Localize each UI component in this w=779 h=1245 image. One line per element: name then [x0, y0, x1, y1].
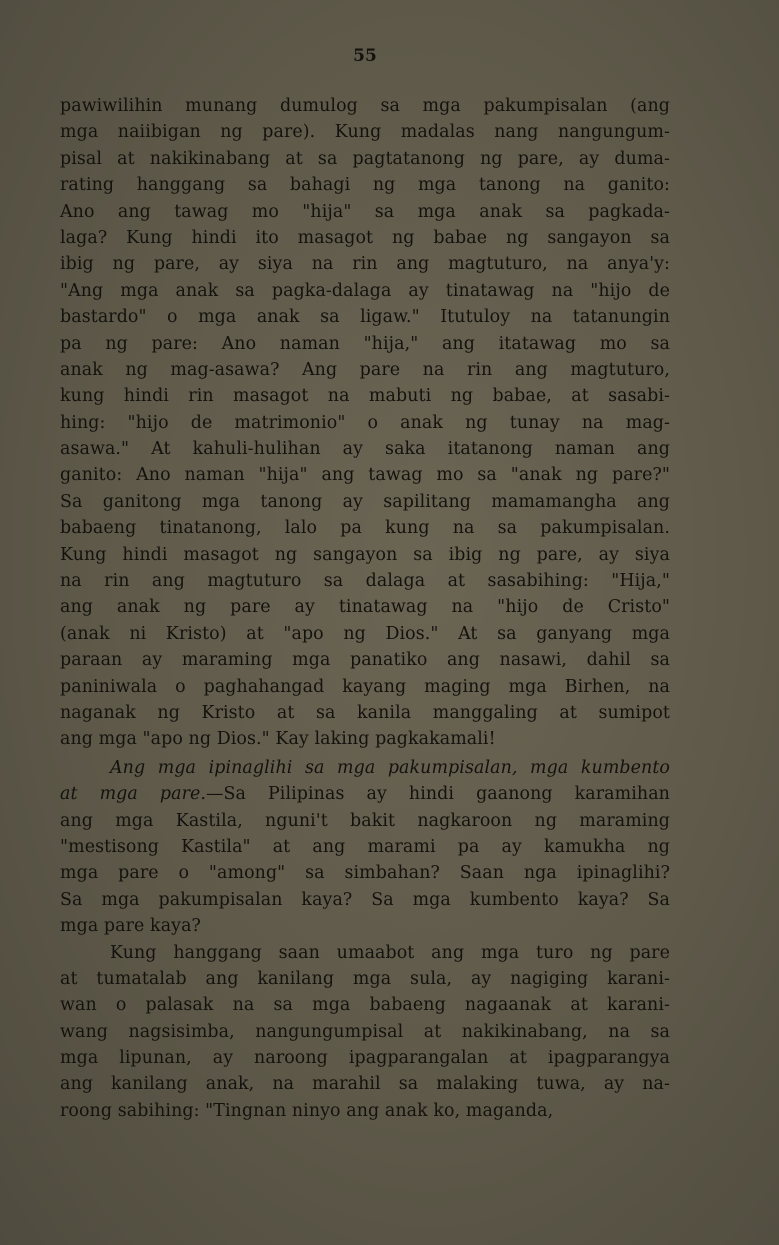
paragraph-italic-heading: [60, 755, 670, 940]
text-line: Kung hanggang saan umaabot ang mga turo ng pare: [110, 942, 670, 963]
text-line: mga naiibigan ng pare). Kung madalas nang nangungum-: [60, 122, 670, 143]
text-line: Sa ganitong mga tanong ay sapilitang mamamangha ang: [60, 491, 670, 512]
text-line: (anak ni Kristo) at "apo ng Dios." At sa ganyang mga: [60, 623, 670, 644]
text-line: ganito: Ano naman "hija" ang tawag mo sa "anak ng pare?": [60, 465, 670, 486]
text-line: ang mga "apo ng Dios." Kay laking pagkakamali!: [60, 729, 496, 750]
text-line: pawiwilihin munang dumulog sa mga pakumpisalan (ang: [60, 96, 670, 116]
text-line: babaeng tinatanong, lalo pa kung na sa pakumpisalan.: [60, 518, 670, 539]
text-line: pisal at nakikinabang at sa pagtatanong ng pare, ay duma-: [60, 148, 670, 169]
page-body: [60, 93, 670, 1124]
page-number: 55: [353, 46, 377, 66]
text-line: roong sabihing: "Tingnan ninyo ang anak ko, maganda,: [60, 1100, 554, 1121]
text-line: hing: "hijo de matrimonio" o anak ng tunay na mag-: [60, 412, 670, 433]
text-line: ang kanilang anak, na marahil sa malaking tuwa, ay na-: [60, 1074, 670, 1095]
text-line: "mestisong Kastila" at ang marami pa ay kamukha ng: [60, 836, 670, 857]
text-line: rating hanggang sa bahagi ng mga tanong na ganito:: [60, 175, 670, 196]
text-line: bastardo" o mga anak sa ligaw." Itutuloy na tatanungin: [60, 307, 670, 328]
text-line: Sa mga pakumpisalan kaya? Sa mga kumbento kaya? Sa: [60, 889, 670, 910]
text-line: paraan ay maraming mga panatiko ang nasawi, dahil sa: [60, 650, 670, 671]
text-line: asawa." At kahuli-hulihan ay saka itatanong naman ang: [60, 439, 670, 460]
paragraph: [60, 93, 670, 753]
text-line: naganak ng Kristo at sa kanila manggaling at sumipot: [60, 702, 670, 723]
paragraph: [60, 940, 670, 1125]
text-line: anak ng mag-asawa? Ang pare na rin ang magtuturo,: [60, 359, 670, 380]
text-line: Kung hindi masagot ng sangayon sa ibig ng pare, ay siya: [60, 544, 670, 565]
text-line: ang mga Kastila, nguni't bakit nagkaroon ng maraming: [60, 810, 670, 831]
text-line: ang anak ng pare ay tinatawag na "hijo de Cristo": [60, 597, 670, 618]
text-line: mga pare o "among" sa simbahan? Saan nga ipinaglihi?: [60, 863, 670, 884]
text-line: Ano ang tawag mo "hija" sa mga anak sa pagkada-: [60, 201, 670, 222]
text-line: ibig ng pare, ay siya na rin ang magtuturo, na anya'y:: [60, 254, 670, 275]
text-line: laga? Kung hindi ito masagot ng babae ng sangayon sa: [60, 227, 670, 248]
text-line: Ang mga ipinaglihi sa mga pakumpisalan, mga kumbento: [110, 757, 670, 778]
text-line: paniniwala o paghahangad kayang maging mga Birhen, na: [60, 676, 670, 697]
text-line: at tumatalab ang kanilang mga sula, ay nagiging karani-: [60, 968, 670, 989]
text-line: mga lipunan, ay naroong ipagparangalan at ipagparangya: [60, 1048, 670, 1069]
text-line: mga pare kaya?: [60, 916, 201, 937]
text-line: wang nagsisimba, nangungumpisal at nakikinabang, na sa: [60, 1021, 670, 1042]
text-line: wan o palasak na sa mga babaeng nagaanak at karani-: [60, 995, 670, 1016]
text-line: na rin ang magtuturo sa dalaga at sasabihing: "Hija,": [60, 571, 670, 592]
text-line: at mga pare.—Sa Pilipinas ay hindi gaanong karamihan: [60, 784, 670, 805]
text-line: "Ang mga anak sa pagka-dalaga ay tinatawag na "hijo de: [60, 280, 670, 301]
text-line: pa ng pare: Ano naman "hija," ang itatawag mo sa: [60, 333, 670, 354]
text-line: kung hindi rin masagot na mabuti ng babae, at sasabi-: [60, 386, 670, 407]
